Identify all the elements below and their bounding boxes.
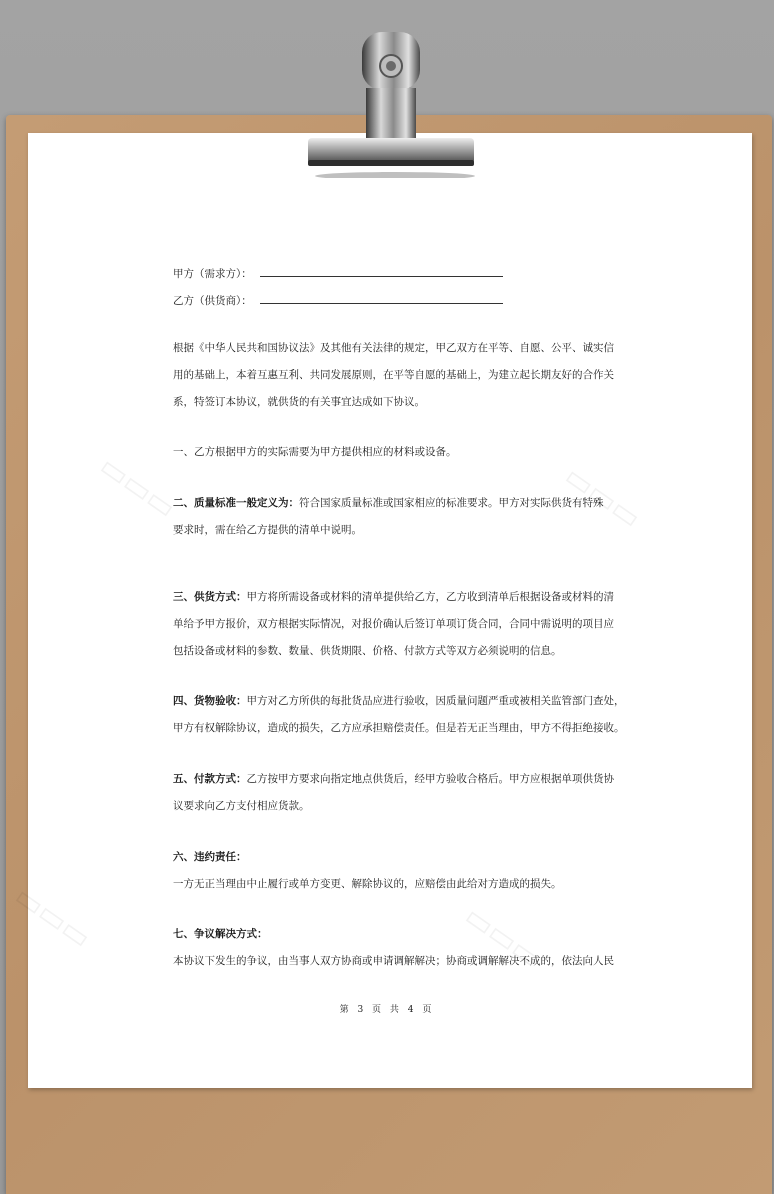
section-line: 甲方将所需设备或材料的清单提供给乙方，乙方收到清单后根据设备或材料的清: [246, 591, 614, 603]
intro-paragraph: [173, 335, 614, 416]
intro-line: 根据《中华人民共和国协议法》及其他有关法律的规定，甲乙双方在平等、自愿、公平、诚实信: [173, 342, 614, 354]
section-line: 符合国家质量标准或国家相应的标准要求。甲方对实际供货有特殊: [299, 497, 604, 509]
section-line: 甲方有权解除协议，造成的损失，乙方应承担赔偿责任。但是若无正当理由，甲方不得拒绝接收。: [173, 722, 625, 734]
section-line: 包括设备或材料的参数、数量、供货期限、价格、付款方式等双方必须说明的信息。: [173, 645, 562, 657]
section-line: 乙方按甲方要求向指定地点供货后，经甲方验收合格后。甲方应根据单项供货协: [246, 773, 614, 785]
party-a-blank-line: [260, 276, 503, 277]
watermark: ▭▭▭: [457, 898, 548, 977]
intro-line: 系，特签订本协议，就供货的有关事宜达成如下协议。: [173, 396, 425, 408]
section-line: 甲方对乙方所供的每批货品应进行验收，因质量问题严重或被相关监管部门查处，: [246, 695, 625, 707]
section-line: 一方无正当理由中止履行或单方变更、解除协议的，应赔偿由此给对方造成的损失。: [173, 878, 562, 890]
section-line: 要求时，需在给乙方提供的清单中说明。: [173, 524, 362, 536]
section-7: [173, 921, 614, 975]
section-title: 二、质量标准一般定义为：: [173, 497, 299, 509]
section-1: [173, 439, 605, 466]
section-line: 单给予甲方报价，双方根据实际情况，对报价确认后签订单项订货合同，合同中需说明的项目应: [173, 618, 614, 630]
intro-line: 用的基础上，本着互惠互利、共同发展原则，在平等自愿的基础上，为建立起长期友好的合作关: [173, 369, 614, 381]
section-line: 议要求向乙方支付相应货款。: [173, 800, 310, 812]
party-b-label: 乙方（供货商）：: [173, 295, 252, 307]
party-b-blank-line: [260, 303, 503, 304]
watermark: ▭▭▭: [557, 458, 648, 537]
section-6: [173, 844, 605, 898]
section-title: 三、供货方式：: [173, 591, 247, 603]
page-number: 第 3 页 共 4 页: [339, 1005, 435, 1015]
section-title: 六、违约责任：: [173, 851, 247, 863]
watermark: ▭▭▭: [7, 878, 98, 957]
section-3: [173, 584, 614, 665]
section-line: 本协议下发生的争议，由当事人双方协商或申请调解解决；协商或调解解决不成的，依法向人民: [173, 955, 614, 967]
section-4: [173, 688, 625, 742]
section-line: 一、乙方根据甲方的实际需要为甲方提供相应的材料或设备。: [173, 446, 457, 458]
section-2: [173, 490, 605, 544]
party-a-label: 甲方（需求方）：: [173, 268, 252, 280]
section-title: 四、货物验收：: [173, 695, 247, 707]
section-title: 五、付款方式：: [173, 773, 247, 785]
section-title: 七、争议解决方式：: [173, 928, 268, 940]
section-5: [173, 766, 614, 820]
watermark: ▭▭▭: [92, 448, 183, 527]
binder-clip-icon: [300, 26, 480, 178]
